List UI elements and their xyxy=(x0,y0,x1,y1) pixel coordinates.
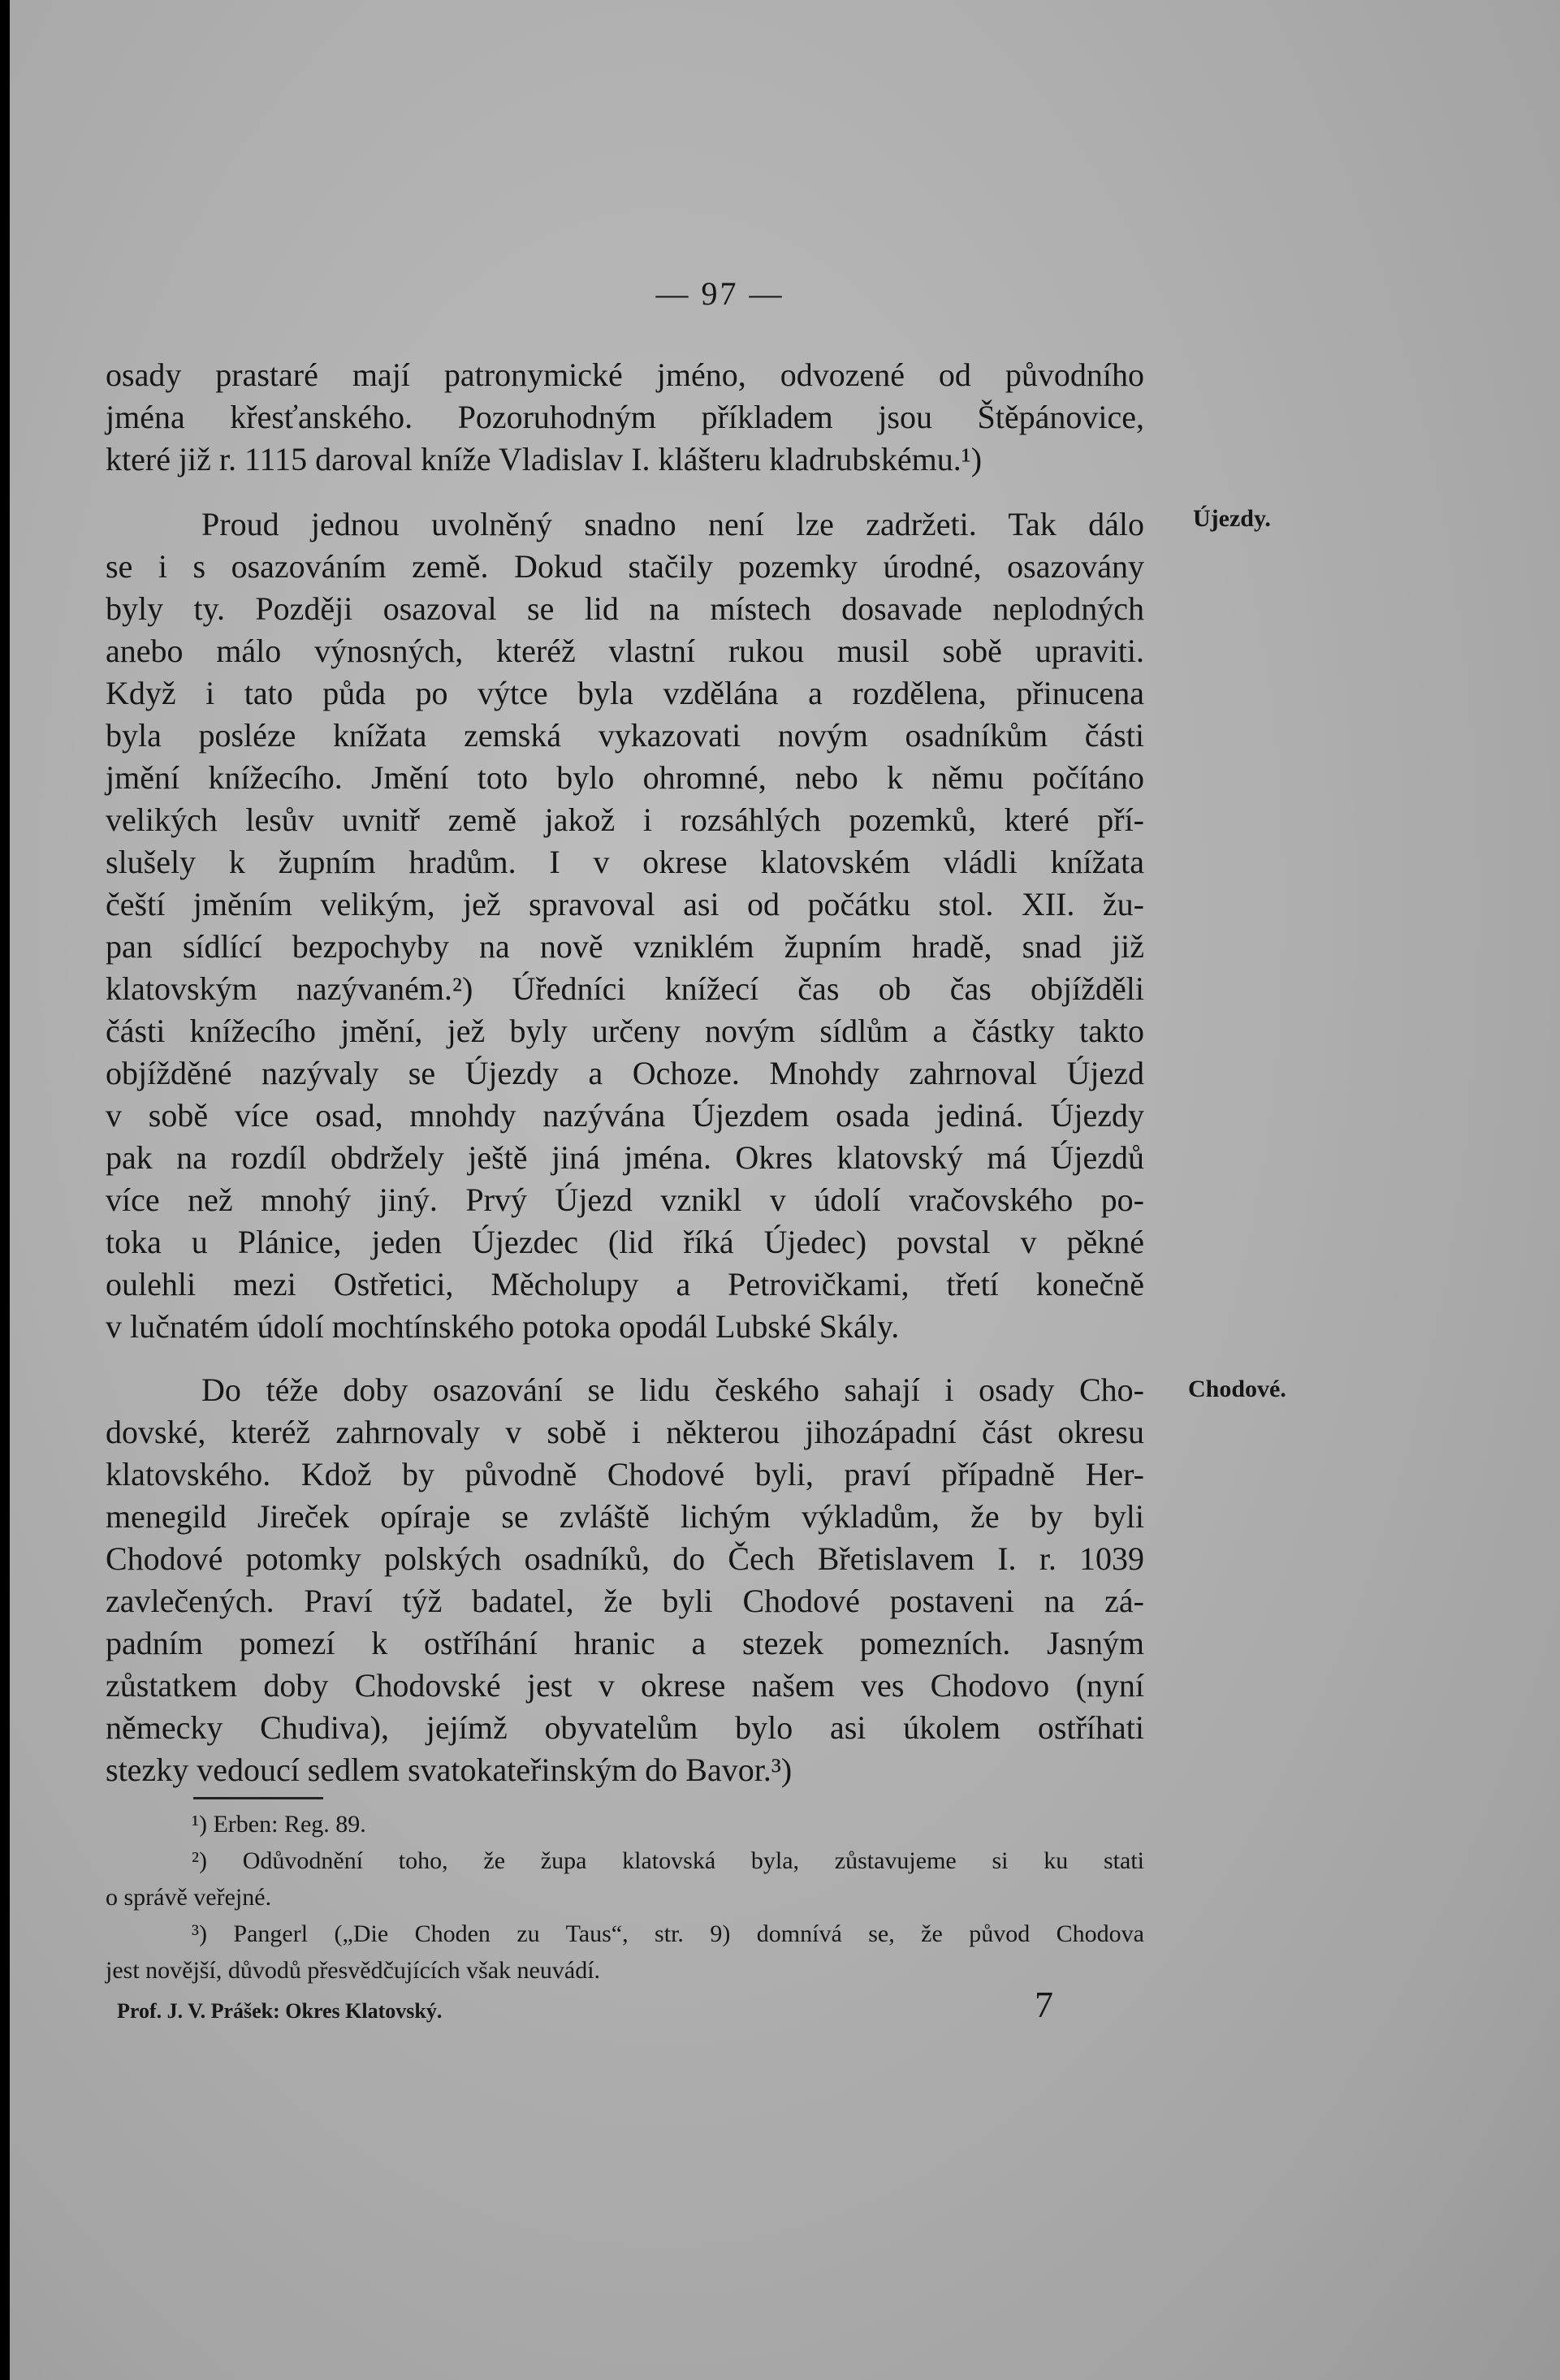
text-line: osady prastaré mají patronymické jméno, odvozené od původního xyxy=(106,356,1144,393)
text-line: jmění knížecího. Jmění toto bylo ohromné, nebo k němu počítáno xyxy=(106,759,1144,796)
sheet-number: 7 xyxy=(1035,1984,1053,2025)
signature-line: Prof. J. V. Prášek: Okres Klatovský. xyxy=(117,1999,443,2023)
footnote-3: ³) Pangerl („Die Choden zu Taus“, str. 9) domnívá se, že původ Chodova xyxy=(192,1920,1144,1947)
page-number: — 97 — xyxy=(655,275,784,312)
text-line: zavlečených. Praví týž badatel, že byli Chodové postaveni na zá- xyxy=(106,1583,1144,1619)
text-line: klatovského. Kdož by původně Chodové byli, praví případně Her- xyxy=(106,1456,1144,1492)
footnote-3-continued: jest novější, důvodů přesvědčujících však neuvádí. xyxy=(106,1957,601,1984)
text-line: Proud jednou uvolněný snadno není lze zadržeti. Tak dálo xyxy=(201,506,1144,542)
footnote-2: ²) Odůvodnění toho, že župa klatovská byla, zůstavujeme si ku stati xyxy=(192,1847,1144,1874)
paragraph-2 xyxy=(106,503,1144,1348)
text-line: dovské, kteréž zahrnovaly v sobě i některou jihozápadní část okresu xyxy=(106,1414,1144,1450)
text-line: části knížecího jmění, jež byly určeny novým sídlům a částky takto xyxy=(106,1013,1144,1049)
text-line: menegild Jireček opíraje se zvláště lichým výkladům, že by byli xyxy=(106,1498,1144,1535)
text-line: zůstatkem doby Chodovské jest v okrese našem ves Chodovo (nyní xyxy=(106,1667,1144,1704)
text-line: v lučnatém údolí mochtínského potoka opodál Lubské Skály. xyxy=(106,1308,900,1345)
text-line: stezky vedoucí sedlem svatokateřinským do Bavor.³) xyxy=(106,1752,793,1788)
text-line: se i s osazováním země. Dokud stačily pozemky úrodné, osazovány xyxy=(106,548,1144,585)
text-line: slušely k župním hradům. I v okrese klatovském vládli knížata xyxy=(106,844,1144,880)
text-line: Do téže doby osazování se lidu českého sahají i osady Cho- xyxy=(201,1371,1144,1408)
text-line: anebo málo výnosných, kteréž vlastní rukou musil sobě upraviti. xyxy=(106,633,1144,669)
text-line: klatovským nazývaném.²) Úředníci knížecí čas ob čas objížděli xyxy=(106,970,1144,1007)
footnote-1: ¹) Erben: Reg. 89. xyxy=(192,1811,366,1838)
text-line: toka u Plánice, jeden Újezdec (lid říká Újedec) povstal v pěkné xyxy=(106,1224,1144,1260)
text-line: německy Chudiva), jejímž obyvatelům bylo asi úkolem ostříhati xyxy=(106,1709,1144,1746)
margin-note-chodove: Chodové. xyxy=(1188,1376,1286,1402)
margin-note-ujezdy: Újezdy. xyxy=(1193,505,1271,532)
page-header xyxy=(10,274,1560,313)
text-line: padním pomezí k ostříhání hranic a stezek pomezních. Jasným xyxy=(106,1625,1144,1661)
paragraph-3 xyxy=(106,1369,1144,1791)
text-line: oulehli mezi Ostřetici, Měcholupy a Petrovičkami, třetí konečně xyxy=(106,1266,1144,1302)
text-line: Když i tato půda po výtce byla vzdělána a rozdělena, přinucena xyxy=(106,675,1144,711)
paragraph-1 xyxy=(106,354,1144,481)
text-line: pan sídlící bezpochyby na nově vzniklém župním hradě, snad již xyxy=(106,928,1144,965)
text-line: které již r. 1115 daroval kníže Vladislav I. klášteru kladrubskému.¹) xyxy=(106,441,983,477)
text-line: jména křesťanského. Pozoruhodným příkladem jsou Štěpánovice, xyxy=(106,399,1144,435)
footnotes xyxy=(106,1806,1144,1989)
footnote-divider xyxy=(193,1797,323,1799)
text-line: více než mnohý jiný. Prvý Újezd vznikl v údolí vračovského po- xyxy=(106,1181,1144,1218)
text-line: byly ty. Později osazoval se lid na místech dosavade neplodných xyxy=(106,590,1144,627)
text-line: čeští jměním velikým, jež spravoval asi od počátku stol. XII. žu- xyxy=(106,886,1144,922)
scanned-page xyxy=(10,0,1560,2380)
footnote-2-continued: o správě veřejné. xyxy=(106,1884,272,1911)
text-line: pak na rozdíl obdržely ještě jiná jména. Okres klatovský má Újezdů xyxy=(106,1139,1144,1176)
text-line: Chodové potomky polských osadníků, do Čech Břetislavem I. r. 1039 xyxy=(106,1540,1144,1577)
text-line: byla posléze knížata zemská vykazovati novým osadníkům části xyxy=(106,717,1144,754)
text-line: v sobě více osad, mnohdy nazývána Újezdem osada jediná. Újezdy xyxy=(106,1097,1144,1134)
text-line: objížděné nazývaly se Újezdy a Ochoze. Mnohdy zahrnoval Újezd xyxy=(106,1055,1144,1091)
text-line: velikých lesův uvnitř země jakož i rozsáhlých pozemků, které pří- xyxy=(106,801,1144,838)
